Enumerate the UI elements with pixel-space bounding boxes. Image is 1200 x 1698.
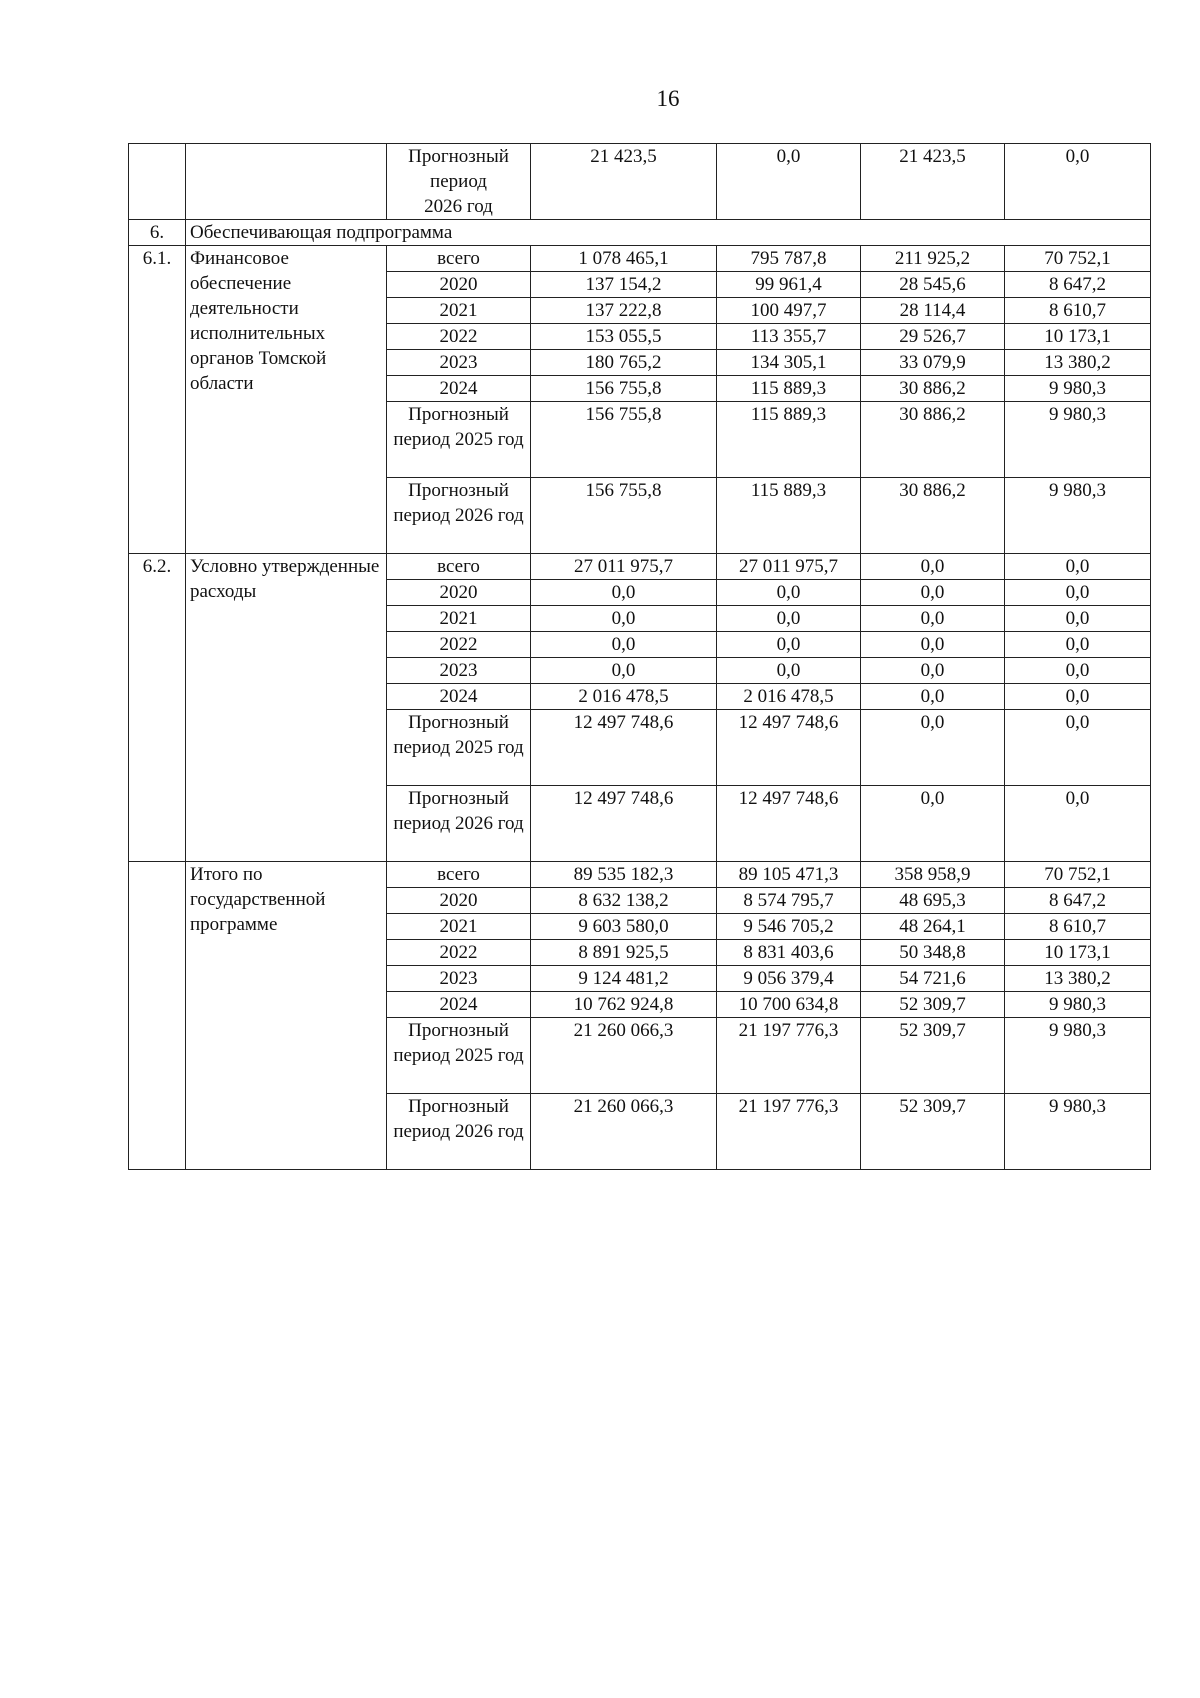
period-line: период — [430, 171, 487, 192]
value-cell: 13 380,2 — [1005, 966, 1151, 992]
value-cell: 12 497 748,6 — [717, 710, 861, 786]
value-cell: 0,0 — [1005, 632, 1151, 658]
period-cell — [387, 144, 531, 220]
value-cell: 8 610,7 — [1005, 914, 1151, 940]
value-cell: 21 197 776,3 — [717, 1094, 861, 1170]
row-number-cell: 6.2. — [129, 554, 186, 862]
section-number: 6. — [129, 220, 186, 246]
row-number-cell — [129, 862, 186, 1170]
value-cell: 115 889,3 — [717, 478, 861, 554]
value-cell: 48 264,1 — [861, 914, 1005, 940]
value-cell: 89 105 471,3 — [717, 862, 861, 888]
value-cell: 156 755,8 — [531, 478, 717, 554]
value-cell: 30 886,2 — [861, 478, 1005, 554]
table-row — [129, 554, 1151, 580]
value-cell: 13 380,2 — [1005, 350, 1151, 376]
value-cell: 2 016 478,5 — [717, 684, 861, 710]
value-cell: 12 497 748,6 — [531, 786, 717, 862]
row-number-cell: 6.1. — [129, 246, 186, 554]
period-cell: 2023 — [387, 350, 531, 376]
period-cell: 2022 — [387, 632, 531, 658]
value-cell: 0,0 — [531, 632, 717, 658]
value-cell: 12 497 748,6 — [717, 786, 861, 862]
period-cell: Прогнозный период 2026 год — [387, 1094, 531, 1170]
value-cell: 52 309,7 — [861, 992, 1005, 1018]
period-cell: Прогнозный период 2025 год — [387, 402, 531, 478]
value-cell: 9 056 379,4 — [717, 966, 861, 992]
value-cell: 8 632 138,2 — [531, 888, 717, 914]
value-cell: 10 173,1 — [1005, 324, 1151, 350]
value-cell: 0,0 — [1005, 684, 1151, 710]
value-cell: 0,0 — [861, 710, 1005, 786]
value-cell: 28 114,4 — [861, 298, 1005, 324]
value-cell: 8 610,7 — [1005, 298, 1151, 324]
period-cell: всего — [387, 554, 531, 580]
period-cell: Прогнозный период 2025 год — [387, 710, 531, 786]
period-line: 2026 год — [424, 196, 493, 217]
value-cell: 0,0 — [861, 580, 1005, 606]
value-cell: 156 755,8 — [531, 402, 717, 478]
value-cell: 137 222,8 — [531, 298, 717, 324]
period-cell: 2024 — [387, 684, 531, 710]
value-cell: 9 980,3 — [1005, 376, 1151, 402]
period-cell: 2020 — [387, 580, 531, 606]
section-title: Обеспечивающая подпрограмма — [186, 220, 1151, 246]
value-cell: 211 925,2 — [861, 246, 1005, 272]
value-cell: 0,0 — [531, 580, 717, 606]
value-cell: 48 695,3 — [861, 888, 1005, 914]
value-cell: 156 755,8 — [531, 376, 717, 402]
value-cell: 28 545,6 — [861, 272, 1005, 298]
value-cell: 9 603 580,0 — [531, 914, 717, 940]
value-cell: 9 546 705,2 — [717, 914, 861, 940]
value-cell: 29 526,7 — [861, 324, 1005, 350]
period-cell: всего — [387, 862, 531, 888]
value-cell: 27 011 975,7 — [717, 554, 861, 580]
budget-table-body — [129, 144, 1151, 1170]
value-cell: 795 787,8 — [717, 246, 861, 272]
value-cell: 21 423,5 — [531, 144, 717, 220]
period-cell: 2022 — [387, 324, 531, 350]
period-cell: 2021 — [387, 606, 531, 632]
value-cell: 21 423,5 — [861, 144, 1005, 220]
value-cell: 2 016 478,5 — [531, 684, 717, 710]
value-cell: 180 765,2 — [531, 350, 717, 376]
period-cell: 2021 — [387, 914, 531, 940]
value-cell: 21 197 776,3 — [717, 1018, 861, 1094]
row-name-cell: Итого по государственной программе — [186, 862, 387, 1170]
value-cell: 0,0 — [1005, 554, 1151, 580]
value-cell: 0,0 — [861, 632, 1005, 658]
value-cell: 8 831 403,6 — [717, 940, 861, 966]
value-cell: 0,0 — [861, 554, 1005, 580]
value-cell: 0,0 — [861, 786, 1005, 862]
value-cell: 9 980,3 — [1005, 992, 1151, 1018]
value-cell: 134 305,1 — [717, 350, 861, 376]
period-cell: 2021 — [387, 298, 531, 324]
value-cell: 50 348,8 — [861, 940, 1005, 966]
period-cell: Прогнозный период 2026 год — [387, 478, 531, 554]
table-row — [129, 862, 1151, 888]
row-name-cell: Условно утвержденные расходы — [186, 554, 387, 862]
value-cell: 0,0 — [531, 658, 717, 684]
value-cell: 0,0 — [1005, 606, 1151, 632]
value-cell: 8 647,2 — [1005, 888, 1151, 914]
value-cell: 52 309,7 — [861, 1018, 1005, 1094]
value-cell: 70 752,1 — [1005, 246, 1151, 272]
value-cell: 9 124 481,2 — [531, 966, 717, 992]
value-cell: 12 497 748,6 — [531, 710, 717, 786]
value-cell: 0,0 — [1005, 710, 1151, 786]
page-number: 16 — [656, 86, 680, 111]
value-cell: 89 535 182,3 — [531, 862, 717, 888]
table-row — [129, 144, 1151, 220]
value-cell: 52 309,7 — [861, 1094, 1005, 1170]
period-cell: Прогнозный период 2025 год — [387, 1018, 531, 1094]
period-cell: 2020 — [387, 272, 531, 298]
period-cell: 2023 — [387, 966, 531, 992]
value-cell: 0,0 — [1005, 786, 1151, 862]
section-row — [129, 220, 1151, 246]
value-cell: 8 647,2 — [1005, 272, 1151, 298]
period-cell: 2022 — [387, 940, 531, 966]
value-cell: 1 078 465,1 — [531, 246, 717, 272]
value-cell: 0,0 — [1005, 580, 1151, 606]
value-cell: 54 721,6 — [861, 966, 1005, 992]
period-cell: 2024 — [387, 376, 531, 402]
budget-table — [128, 143, 1151, 1170]
value-cell: 21 260 066,3 — [531, 1094, 717, 1170]
value-cell: 113 355,7 — [717, 324, 861, 350]
value-cell: 30 886,2 — [861, 402, 1005, 478]
value-cell: 0,0 — [717, 632, 861, 658]
value-cell: 100 497,7 — [717, 298, 861, 324]
value-cell: 0,0 — [717, 144, 861, 220]
value-cell: 0,0 — [861, 684, 1005, 710]
table-row — [129, 246, 1151, 272]
value-cell: 8 891 925,5 — [531, 940, 717, 966]
value-cell: 21 260 066,3 — [531, 1018, 717, 1094]
period-cell: 2023 — [387, 658, 531, 684]
row-number-cell — [129, 144, 186, 220]
value-cell: 137 154,2 — [531, 272, 717, 298]
period-line: Прогнозный — [408, 146, 509, 167]
value-cell: 9 980,3 — [1005, 1018, 1151, 1094]
value-cell: 0,0 — [717, 658, 861, 684]
value-cell: 0,0 — [717, 580, 861, 606]
value-cell: 10 700 634,8 — [717, 992, 861, 1018]
value-cell: 9 980,3 — [1005, 1094, 1151, 1170]
value-cell: 9 980,3 — [1005, 478, 1151, 554]
value-cell: 33 079,9 — [861, 350, 1005, 376]
period-cell: 2024 — [387, 992, 531, 1018]
value-cell: 30 886,2 — [861, 376, 1005, 402]
period-cell: 2020 — [387, 888, 531, 914]
value-cell: 10 173,1 — [1005, 940, 1151, 966]
value-cell: 0,0 — [861, 658, 1005, 684]
value-cell: 70 752,1 — [1005, 862, 1151, 888]
value-cell: 115 889,3 — [717, 402, 861, 478]
value-cell: 358 958,9 — [861, 862, 1005, 888]
value-cell: 9 980,3 — [1005, 402, 1151, 478]
value-cell: 0,0 — [1005, 658, 1151, 684]
value-cell: 0,0 — [861, 606, 1005, 632]
value-cell: 27 011 975,7 — [531, 554, 717, 580]
value-cell: 0,0 — [1005, 144, 1151, 220]
period-cell: всего — [387, 246, 531, 272]
value-cell: 10 762 924,8 — [531, 992, 717, 1018]
value-cell: 0,0 — [531, 606, 717, 632]
value-cell: 99 961,4 — [717, 272, 861, 298]
row-name-cell — [186, 144, 387, 220]
value-cell: 8 574 795,7 — [717, 888, 861, 914]
value-cell: 115 889,3 — [717, 376, 861, 402]
value-cell: 0,0 — [717, 606, 861, 632]
value-cell: 153 055,5 — [531, 324, 717, 350]
row-name-cell: Финансовое обеспечение деятельности исполнительных органов Томской области — [186, 246, 387, 554]
period-cell: Прогнозный период 2026 год — [387, 786, 531, 862]
